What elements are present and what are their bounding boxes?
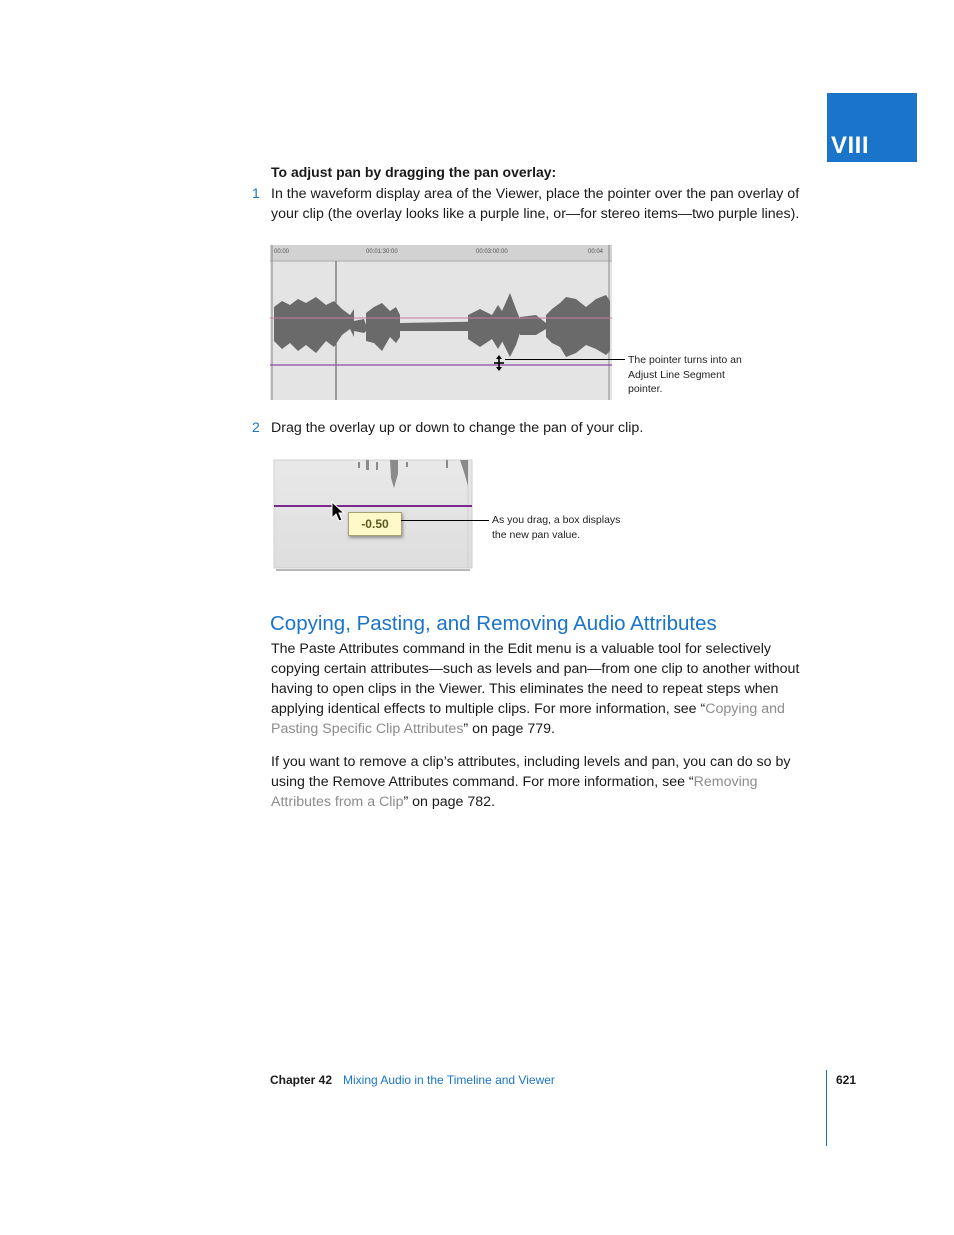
timecode-1: 00:01:30:00 (366, 249, 398, 255)
waveform-display (270, 245, 612, 400)
footer-chapter: Chapter 42 (270, 1073, 333, 1087)
section-tab (827, 93, 917, 162)
section-heading: Copying, Pasting, and Removing Audio Attributes (270, 612, 717, 635)
pan-value-box: -0.50 (348, 512, 402, 536)
callout-2: As you drag, a box displays the new pan value. (492, 514, 621, 541)
step-2-text: Drag the overlay up or down to change the pan of your clip. (271, 420, 644, 436)
pan-drag-figure (272, 458, 474, 574)
callout-leader-1 (505, 359, 625, 360)
link-copying-and-pasting-cont[interactable]: Pasting Specific Clip Attributes (271, 721, 464, 737)
callout-1: The pointer turns into an Adjust Line Segment pointer. (628, 354, 742, 395)
timecode-2: 00:03:00:00 (476, 249, 508, 255)
page-number: 621 (836, 1073, 857, 1087)
link-removing-attributes[interactable]: Removing (693, 774, 758, 790)
timecode-3: 00:04 (588, 249, 604, 255)
timecode-0: 00:00 (274, 249, 290, 255)
footer-divider (826, 1070, 827, 1146)
step-number-1: 1 (252, 185, 260, 201)
step-1-line-1: In the waveform display area of the Viewer, place the pointer over the pan overlay of (271, 186, 800, 202)
paragraph-1: The Paste Attributes command in the Edit menu is a valuable tool for selectively copying certain attributes—such as levels and pan—from one clip to another without having to open clips in the Viewer. This eliminates the need to repeat steps when applying identical effects to multiple clips. For more information, see “Copying and Pasting Specific Clip Attributes” on page 779. (271, 641, 800, 737)
procedure-title: To adjust pan by dragging the pan overlay: (271, 164, 557, 180)
link-removing-attributes-cont[interactable]: Attributes from a Clip (271, 794, 404, 810)
section-tab-label: VIII (831, 132, 870, 159)
step-1-line-2: your clip (the overlay looks like a purple line, or—for stereo items—two purple lines). (271, 206, 800, 222)
footer-chapter-title: Mixing Audio in the Timeline and Viewer (343, 1073, 555, 1087)
waveform-figure (270, 245, 612, 400)
link-copying-and-pasting[interactable]: Copying and (705, 701, 785, 717)
callout-leader-2 (401, 520, 489, 521)
paragraph-2: If you want to remove a clip’s attributes, including levels and pan, you can do so by using the Remove Attributes command. For more information, see “Removing Attributes from a Clip” on page 782. (271, 754, 791, 810)
step-number-2: 2 (252, 419, 260, 435)
